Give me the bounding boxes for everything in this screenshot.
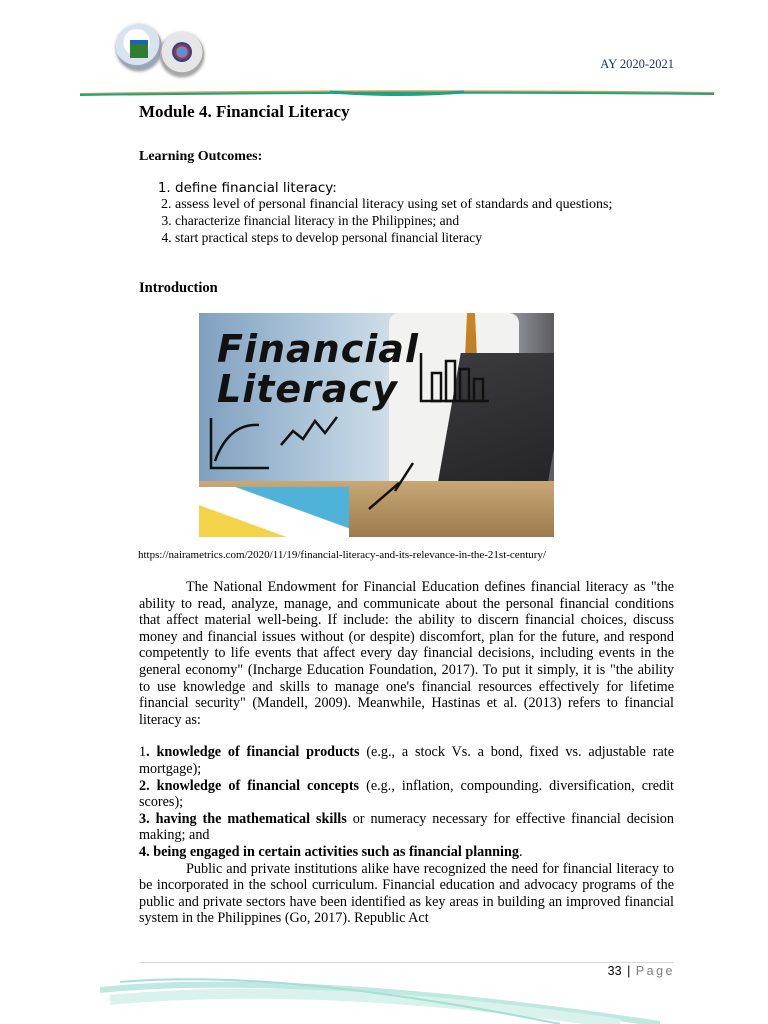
footer-swoosh — [100, 960, 660, 1024]
financial-literacy-components — [139, 744, 674, 927]
introduction-heading: Introduction — [139, 280, 218, 296]
learning-outcomes-heading: Learning Outcomes: — [139, 149, 263, 164]
financial-literacy-photo — [199, 313, 554, 537]
list-item: 1. knowledge of financial products (e.g., a stock Vs. a bond, fixed vs. adjustable rate mortgage); — [139, 744, 674, 777]
learning-outcomes-list — [139, 180, 674, 246]
page-number: 33 | Page — [607, 964, 675, 978]
header-divider — [80, 88, 714, 97]
module-title: Module 4. Financial Literacy — [139, 102, 350, 121]
university-seal-icon — [116, 24, 162, 70]
image-source-url: https://nairametrics.com/2020/11/19/financial-literacy-and-its-relevance-in-the-21st-century/ — [138, 549, 546, 561]
outcome-item: 4. start practical steps to develop personal financial literacy — [175, 230, 674, 247]
outcome-item: 2. assess level of personal financial literacy using set of standards and questions; — [175, 197, 674, 214]
curriculum-paragraph: Public and private institutions alike have recognized the need for financial literacy to be incorporated in the school curriculum. Financial education and advocacy programs of the public and private sectors have been identified as key areas in building an improved financial system in the Philippines (Go, 2017). Republic Act — [139, 860, 674, 927]
college-seal-icon — [160, 32, 204, 76]
page-content — [139, 100, 674, 927]
list-item: 2. knowledge of financial concepts (e.g., inflation, compounding. diversification, credit scores); — [139, 777, 674, 811]
academic-year: AY 2020-2021 — [600, 57, 674, 71]
footer-divider — [139, 962, 674, 963]
list-item: 3. having the mathematical skills or numeracy necessary for effective financial decision making; and — [139, 810, 674, 844]
outcome-item: 1. define financial literacy: — [175, 180, 674, 197]
list-item: 4. being engaged in certain activities such as financial planning. — [139, 843, 523, 860]
definition-paragraph: The National Endowment for Financial Education defines financial literacy as "the ability to read, analyze, manage, and communicate about the personal financial conditions that affect material well-being. If include: the ability to discern financial choices, discuss money and financial issues without (or despite) discomfort, plan for the future, and respond competently to life events that affect every day financial decisions, including events in the general economy" (Incharge Education Foundation, 2017). To put it simply, it is "the ability to use knowledge and skills to manage one's financial resources effectively for lifetime financial security" (Mandell, 2009). Meanwhile, Hastinas et al. (2013) refers to financial literacy as: — [139, 579, 674, 728]
header-logos — [116, 24, 208, 76]
photo-title: Financial Literacy — [217, 327, 419, 411]
outcome-item: 3. characterize financial literacy in the Philippines; and — [175, 213, 674, 230]
